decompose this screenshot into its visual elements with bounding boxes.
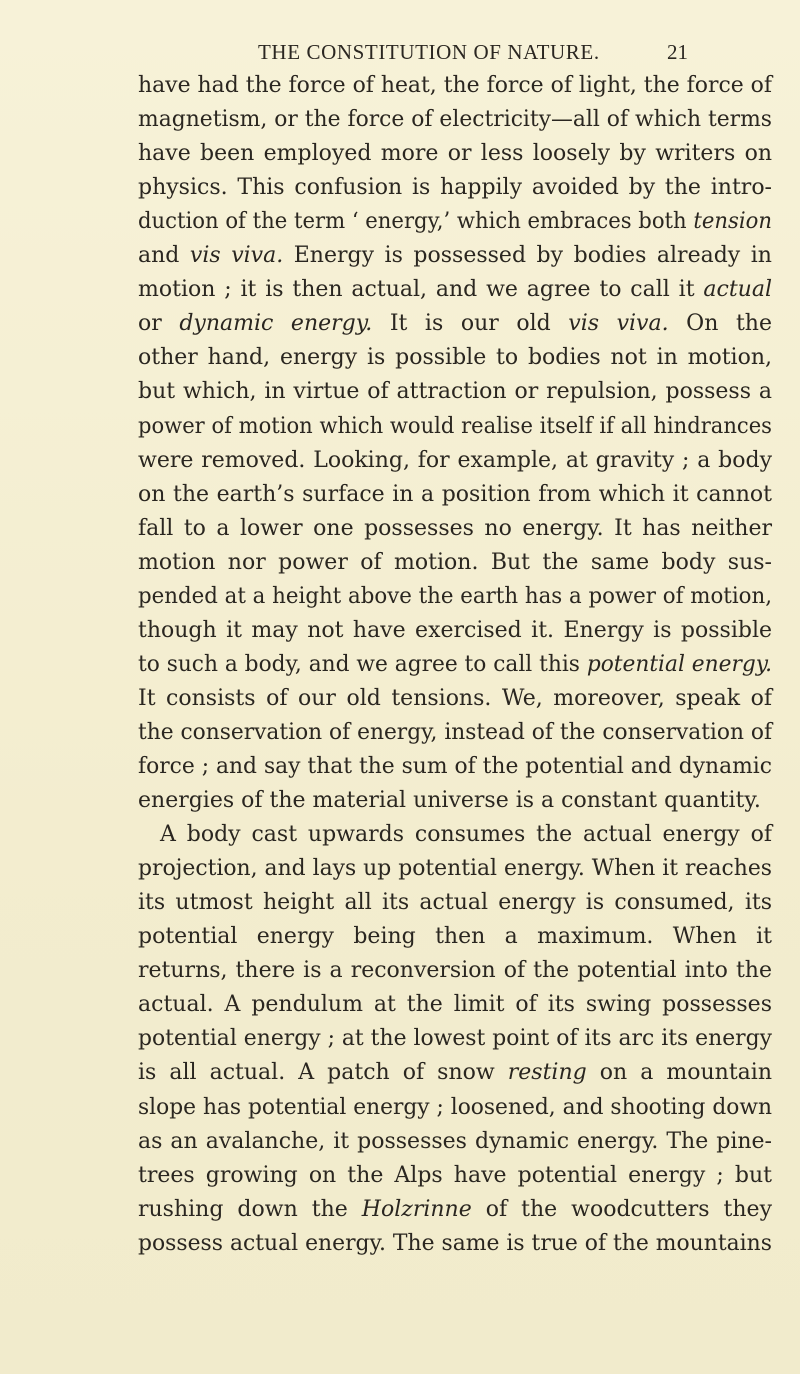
text-segment: have had the force of heat, the force of light, the force of	[138, 73, 772, 98]
text-segment: On the	[668, 311, 772, 337]
text-line	[138, 377, 772, 407]
text-segment: possess actual energy. The same is true of the mountains	[138, 1230, 772, 1256]
text-segment: the conservation of energy, instead of the conservation of	[138, 719, 772, 745]
text-segment: motion ; it is then actual, and we agree to call it	[138, 277, 704, 303]
text-line	[160, 820, 772, 850]
text-line	[138, 1127, 772, 1157]
text-line	[138, 582, 772, 612]
text-segment: on a mountain	[586, 1060, 773, 1086]
italic-text: dynamic energy.	[179, 311, 373, 337]
text-segment: returns, there is a reconversion of the potential into the	[138, 958, 772, 984]
text-segment: rushing down the	[138, 1196, 362, 1222]
text-segment: power of motion which would realise itself if all hindrances	[138, 413, 772, 439]
italic-text: Holzrinne	[361, 1196, 472, 1222]
text-segment: pended at a height above the earth has a power of motion,	[138, 583, 772, 609]
italic-text: resting	[507, 1060, 587, 1086]
text-line	[138, 786, 761, 816]
text-segment: A body cast upwards consumes the actual energy of	[160, 822, 772, 848]
text-segment: motion nor power of motion. But the same body sus-	[138, 549, 772, 575]
text-line	[138, 752, 772, 782]
running-title: THE CONSTITUTION OF NATURE.	[258, 40, 600, 64]
text-line	[138, 207, 772, 237]
text-segment: of the woodcutters they	[471, 1196, 772, 1222]
text-line	[138, 139, 772, 169]
text-segment: projection, and lays up potential energy. When it reaches	[138, 856, 772, 882]
text-line	[138, 888, 772, 918]
text-line	[138, 616, 772, 646]
text-segment: magnetism, or the force of electricity—all of which terms	[138, 107, 772, 133]
text-segment: other hand, energy is possible to bodies not in motion,	[138, 345, 772, 371]
text-segment: trees growing on the Alps have potential energy ; but	[138, 1162, 772, 1188]
italic-text: potential energy.	[586, 651, 772, 677]
text-line	[138, 412, 772, 442]
italic-text: vis viva.	[568, 311, 669, 337]
text-segment: to such a body, and we agree to call this	[138, 651, 587, 677]
text-segment: its utmost height all its actual energy is consumed, its	[138, 890, 772, 916]
text-segment: Energy is possessed by bodies already in	[283, 243, 772, 269]
text-line	[138, 990, 772, 1020]
text-line	[138, 173, 772, 203]
text-segment: potential energy ; at the lowest point of its arc its energy	[138, 1026, 772, 1052]
text-segment: It is our old	[372, 311, 569, 337]
text-segment: actual. A pendulum at the limit of its swing possesses	[138, 992, 772, 1018]
running-head	[258, 40, 688, 70]
text-line	[138, 548, 772, 578]
text-segment: on the earth’s surface in a position from which it cannot	[138, 481, 772, 507]
text-segment: were removed. Looking, for example, at gravity ; a body	[138, 447, 772, 473]
text-line	[138, 514, 772, 544]
italic-text: actual	[703, 277, 772, 303]
text-segment: but which, in virtue of attraction or repulsion, possess a	[138, 379, 772, 405]
text-line	[138, 446, 772, 476]
text-line	[138, 1093, 772, 1123]
text-line	[138, 1161, 772, 1191]
text-line	[138, 71, 772, 101]
text-line	[138, 684, 772, 714]
text-segment: duction of the term ‘ energy,’ which embraces both	[138, 209, 694, 235]
text-line	[138, 1058, 772, 1088]
text-line	[138, 650, 772, 680]
text-line	[138, 1024, 772, 1054]
text-line	[138, 1229, 772, 1259]
text-segment: physics. This confusion is happily avoided by the intro-	[138, 175, 772, 201]
italic-text: tension	[693, 209, 772, 235]
text-line	[138, 480, 772, 510]
text-line	[138, 956, 772, 986]
text-segment: have been employed more or less loosely by writers on	[138, 141, 772, 167]
text-line	[138, 241, 772, 271]
page-number: 21	[667, 40, 688, 64]
text-segment: slope has potential energy ; loosened, and shooting down	[138, 1094, 772, 1120]
italic-text: vis viva.	[189, 243, 284, 269]
text-segment: potential energy being then a maximum. When it	[138, 924, 772, 950]
text-line	[138, 922, 772, 952]
text-line	[138, 275, 772, 305]
text-segment: though it may not have exercised it. Energy is possible	[138, 617, 772, 643]
text-line	[138, 309, 772, 339]
text-segment: It consists of our old tensions. We, moreover, speak of	[138, 685, 772, 711]
text-segment: as an avalanche, it possesses dynamic energy. The pine-	[138, 1128, 772, 1154]
text-line	[138, 854, 772, 884]
text-line	[138, 343, 772, 373]
text-line	[138, 1195, 772, 1225]
text-segment: energies of the material universe is a constant quantity.	[138, 788, 761, 814]
text-line	[138, 105, 772, 135]
text-segment: or	[138, 311, 180, 337]
text-segment: force ; and say that the sum of the potential and dynamic	[138, 754, 772, 779]
text-line	[138, 718, 772, 748]
text-segment: and	[138, 243, 190, 269]
text-segment: fall to a lower one possesses no energy. It has neither	[138, 515, 772, 541]
text-segment: is all actual. A patch of snow	[138, 1060, 508, 1086]
